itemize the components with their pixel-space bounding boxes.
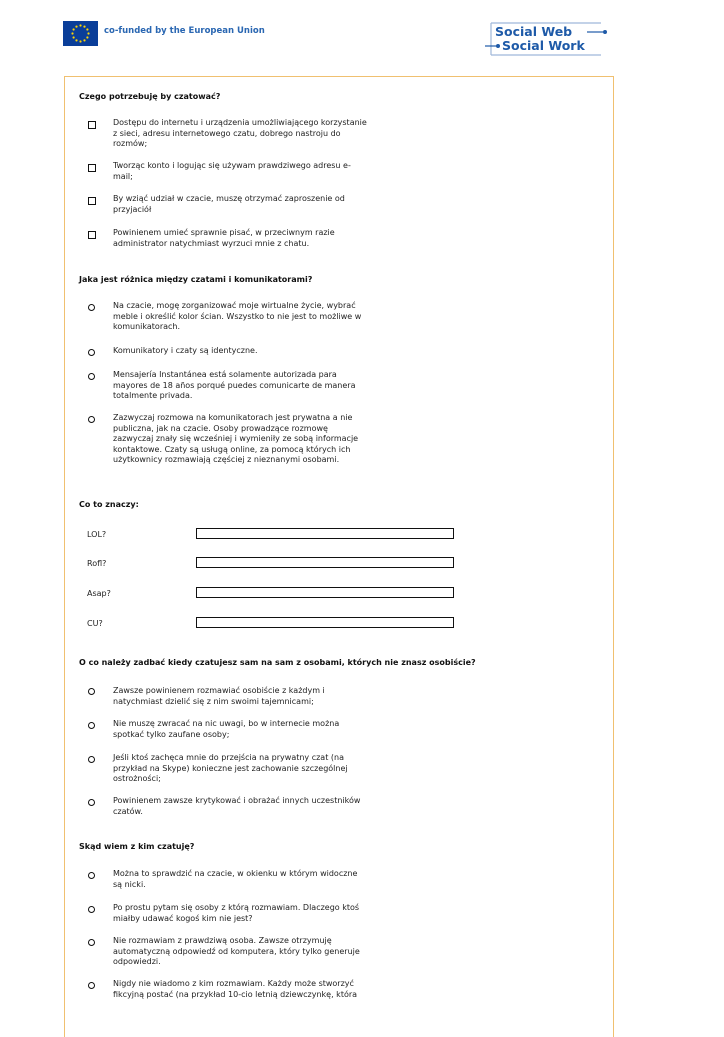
term-label-asap: Asap? [87,589,111,598]
social-web-logo [483,17,609,59]
radio-button[interactable] [88,304,95,311]
radio-button[interactable] [88,349,95,356]
radio-button[interactable] [88,872,95,879]
checkbox[interactable] [88,121,96,129]
term-label-rofl: Rofl? [87,559,107,568]
answer-1-2: Tworząc konto i logując się używam prawdziwego adresu e-mail; [113,161,351,181]
logo-line1: Social Web [495,24,573,39]
answer-field-cu[interactable] [196,617,454,628]
radio-button[interactable] [88,982,95,989]
answer-5-1: Można to sprawdzić na czacie, w okienku w którym widoczne są nicki. [113,869,358,889]
radio-button[interactable] [88,688,95,695]
eu-stars-icon [63,21,98,46]
question-2-heading: Jaka jest różnica między czatami i komunikatorami? [79,275,313,284]
checkbox[interactable] [88,231,96,239]
answer-2-1: Na czacie, mogę zorganizować moje wirtualne życie, wybrać meble i określić kolor ścian. Wszystko to nie jest to możliwe w komunikatorach. [113,301,362,331]
question-1-heading: Czego potrzebuję by czatować? [79,92,221,101]
answer-2-2: Komunikatory i czaty są identyczne. [113,346,258,355]
eu-flag-icon [63,21,98,46]
answer-5-2: Po prostu pytam się osoby z którą rozmawiam. Dlaczego ktoś miałby udawać kogoś kim nie jest? [113,903,360,923]
page-header [0,0,724,70]
answer-5-4: Nigdy nie wiadomo z kim rozmawiam. Każdy może stworzyć fikcyjną postać (na przykład 10-cio letnią dziewczynkę, która [113,979,358,999]
answer-1-4: Powinienem umieć sprawnie pisać, w przeciwnym razie administrator natychmiast wyrzuci mnie z chatu. [113,228,335,248]
radio-button[interactable] [88,756,95,763]
answer-4-2: Nie muszę zwracać na nic uwagi, bo w internecie można spotkać tylko zaufane osoby; [113,719,340,739]
answer-2-3: Mensajería Instantánea está solamente autorizada para mayores de 18 años porqué puedes comunicarte de manera totalmente privada. [113,370,356,400]
answer-field-rofl[interactable] [196,557,454,568]
answer-1-1: Dostępu do internetu i urządzenia umożliwiającego korzystanie z sieci, adresu internetowego czatu, dobrego nastroju do rozmów; [113,118,367,148]
answer-field-lol[interactable] [196,528,454,539]
radio-button[interactable] [88,416,95,423]
answer-2-4: Zazwyczaj rozmowa na komunikatorach jest prywatna a nie publiczna, jak na czacie. Osoby prowadzące rozmowę zazwyczaj znały się wcześniej i wymieniły ze sobą informacje kontaktowe. Czaty są usługą online, za pomocą których ich użytkownicy rozmawiają częściej z nieznanymi osobami. [113,413,359,464]
radio-button[interactable] [88,906,95,913]
radio-button[interactable] [88,722,95,729]
checkbox[interactable] [88,197,96,205]
eu-funding-text: co-funded by the European Union [104,26,265,36]
answer-field-asap[interactable] [196,587,454,598]
term-label-lol: LOL? [87,530,107,539]
answer-4-3: Jeśli ktoś zachęca mnie do przejścia na prywatny czat (na przykład na Skype) konieczne jest zachowanie szczególnej ostrożności; [113,753,348,783]
question-3-heading: Co to znaczy: [79,500,139,509]
answer-5-3: Nie rozmawiam z prawdziwą osoba. Zawsze otrzymuję automatyczną odpowiedź od komputera, który tylko generuje odpowiedzi. [113,936,360,966]
logo-line2: Social Work [502,38,585,53]
term-label-cu: CU? [87,619,103,628]
answer-4-4: Powinienem zawsze krytykować i obrażać innych uczestników czatów. [113,796,361,816]
radio-button[interactable] [88,373,95,380]
radio-button[interactable] [88,799,95,806]
answer-4-1: Zawsze powinienem rozmawiać osobiście z każdym i natychmiast dzielić się z nim swoimi tajemnicami; [113,686,325,706]
question-4-heading: O co należy zadbać kiedy czatujesz sam na sam z osobami, których nie znasz osobiście? [79,658,476,667]
checkbox[interactable] [88,164,96,172]
answer-1-3: By wziąć udział w czacie, muszę otrzymać zaproszenie od przyjaciół [113,194,345,214]
radio-button[interactable] [88,939,95,946]
question-5-heading: Skąd wiem z kim czatuję? [79,842,195,851]
